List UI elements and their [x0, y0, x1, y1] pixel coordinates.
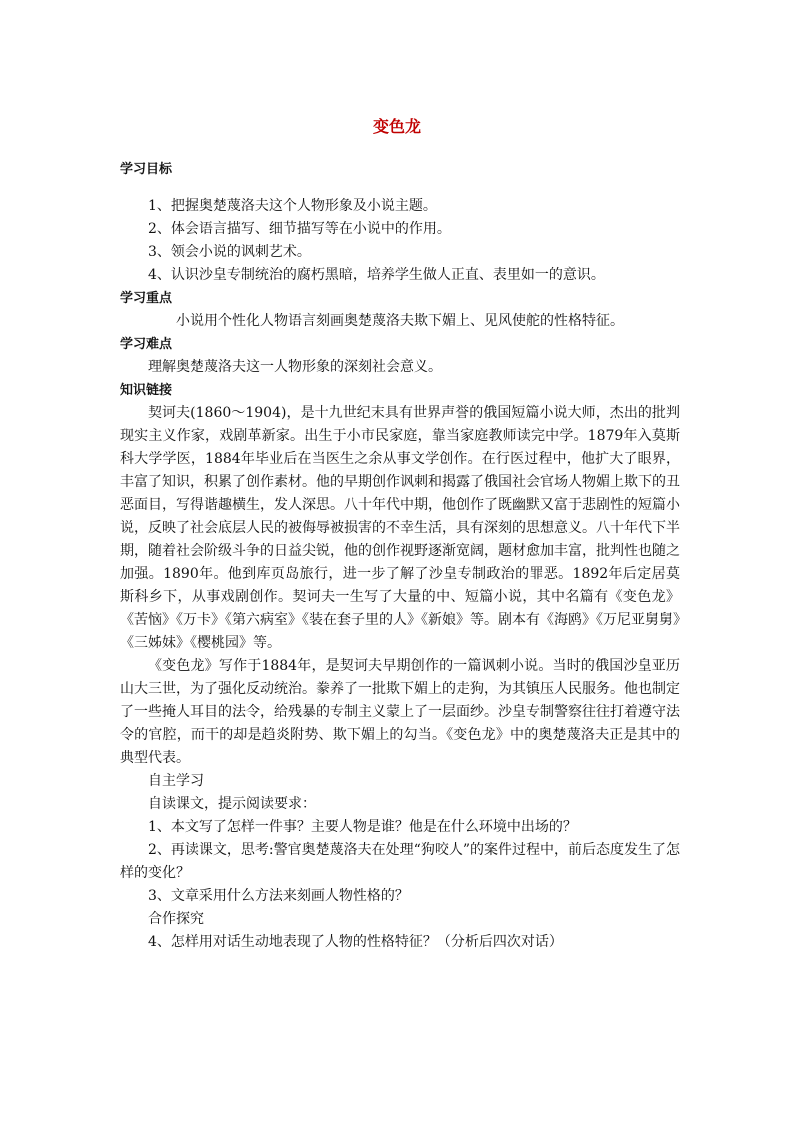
question-item: 3、文章采用什么方法来刻画人物性格的？ [148, 888, 409, 904]
document-body [120, 158, 680, 954]
objective-item: 2、体会语言描写、细节描写等在小说中的作用。 [148, 221, 451, 237]
spacer [120, 181, 680, 195]
objectives-heading: 学习目标 [120, 162, 173, 177]
difficulties-heading: 学习难点 [120, 337, 173, 352]
document-title: 变色龙 [372, 117, 421, 136]
question-item: 2、再读课文，思考:警官奥楚蔑洛夫在处理“狗咬人”的案件过程中，前后态度发生了怎样的变化？ [120, 842, 680, 881]
self-study-heading: 自主学习 [148, 773, 204, 789]
objective-item: 1、把握奥楚蔑洛夫这个人物形象及小说主题。 [148, 198, 437, 214]
question-item: 4、怎样用对话生动地表现了人物的性格特征？（分析后四次对话） [148, 934, 563, 950]
cooperation-heading: 合作探究 [148, 911, 204, 927]
background-heading: 知识链接 [120, 383, 173, 398]
objective-item: 4、认识沙皇专制统治的腐朽黑暗，培养学生做人正直、表里如一的意识。 [148, 267, 605, 283]
difficulties-text: 理解奥楚蔑洛夫这一人物形象的深刻社会意义。 [148, 359, 442, 375]
background-paragraph: 契诃夫(1860～1904)，是十九世纪末具有世界声誉的俄国短篇小说大师，杰出的批判现实主义作家，戏剧革新家。出生于小市民家庭，靠当家庭教师读完中学。1879年入莫斯科大学学医，1884年毕业后在当医生之余从事文学创作。在行医过程中，他扩大了眼界，丰富了知识，积累了创作素材。他的早期创作讽刺和揭露了俄国社会官场人物媚上欺下的丑恶面目，写得谐趣横生，发人深思。八十年代中期，他创作了既幽默又富于悲剧性的短篇小说，反映了社会底层人民的被侮辱被损害的不幸生活，具有深刻的思想意义。八十年代下半期，随着社会阶级斗争的日益尖锐，他的创作视野逐渐宽阔，题材愈加丰富，批判性也随之加强。1890年。他到库页岛旅行，进一步了解了沙皇专制政治的罪恶。1892年后定居莫斯科乡下，从事戏剧创作。契诃夫一生写了大量的中、短篇小说，其中名篇有《变色龙》《苦恼》《万卡》《第六病室》《装在套子里的人》《新娘》等。剧本有《海鸥》《万尼亚舅舅》《三姊妹》《樱桃园》等。 [120, 405, 680, 651]
objective-item: 3、领会小说的讽刺艺术。 [148, 244, 311, 260]
background-paragraph: 《变色龙》写作于1884年，是契诃夫早期创作的一篇讽刺小说。当时的俄国沙皇亚历山大三世，为了强化反动统治。豢养了一批欺下媚上的走狗，为其镇压人民服务。他也制定了一些掩人耳目的法令，给残暴的专制主义蒙上了一层面纱。沙皇专制警察往往打着遵守法令的官腔，而干的却是趋炎附势、欺下媚上的勾当。《变色龙》中的奥楚蔑洛夫正是其中的典型代表。 [120, 658, 680, 766]
question-item: 1、本文写了怎样一件事？主要人物是谁？他是在什么环境中出场的？ [148, 819, 577, 835]
key-points-heading: 学习重点 [120, 291, 173, 306]
key-points-text: 小说用个性化人物语言刻画奥楚蔑洛夫欺下媚上、见风使舵的性格特征。 [176, 313, 624, 329]
self-study-intro: 自读课文，提示阅读要求： [148, 796, 316, 812]
